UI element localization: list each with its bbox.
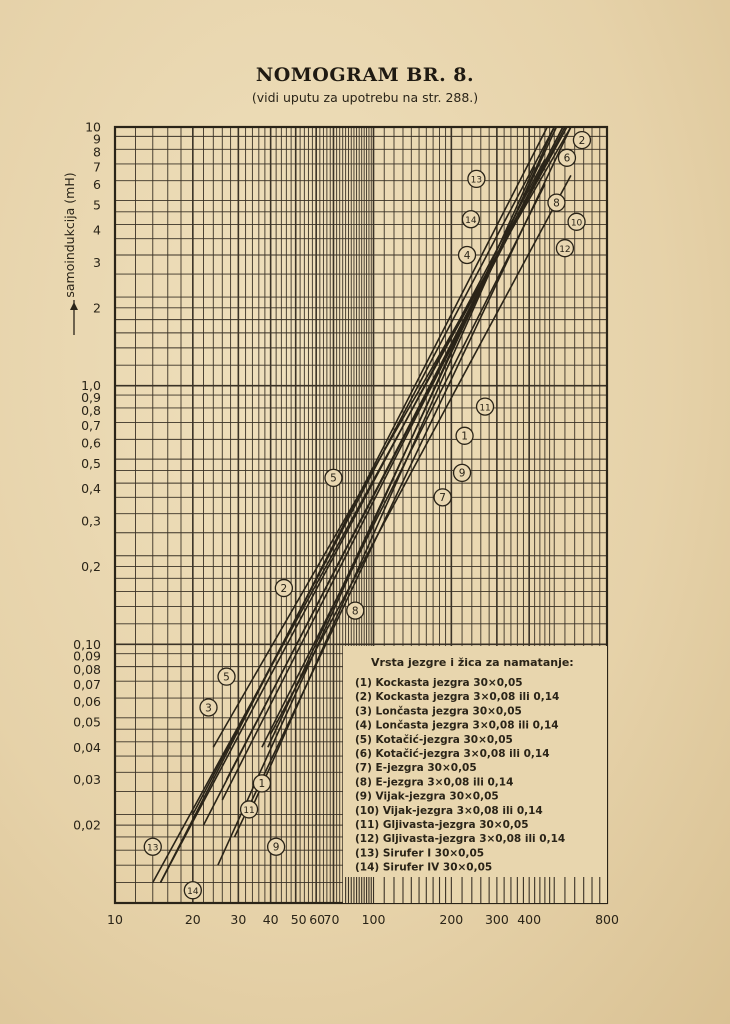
line-label-3: 3: [205, 702, 212, 715]
y-tick-label: 0,3: [81, 513, 101, 529]
legend-title: Vrsta jezgre i žica za namatanje:: [371, 656, 574, 669]
legend-entry-11: (11) Gljivasta-jezgra 30×0,05: [355, 819, 529, 831]
line-label-1: 1: [258, 778, 266, 791]
line-label-9: 9: [272, 841, 280, 854]
line-label-8: 8: [351, 605, 359, 618]
line-label-6: 6: [563, 152, 571, 165]
line-label-5: 5: [330, 472, 337, 485]
y-tick-label: 0,4: [81, 481, 101, 497]
legend-entry-8: (8) E-jezgra 3×0,08 ili 0,14: [355, 776, 514, 789]
y-tick-label: 0,9: [81, 390, 101, 406]
y-tick-label: 0,04: [73, 739, 101, 755]
x-tick-label: 800: [595, 912, 619, 927]
line-label-10: 10: [570, 218, 583, 229]
legend-entry-14: (14) Sirufer IV 30×0,05: [355, 861, 493, 874]
y-tick-label: 0,2: [81, 558, 101, 574]
y-tick-label: 7: [93, 159, 101, 175]
line-label-7: 7: [439, 492, 446, 505]
x-tick-label: 10: [107, 912, 123, 927]
x-tick-label: 40: [262, 912, 279, 927]
line-label-4: 4: [463, 249, 471, 262]
line-label-9: 9: [458, 467, 466, 480]
legend-entry-6: (6) Kotačić-jezgra 3×0,08 ili 0,14: [355, 748, 550, 760]
y-tick-label: 0,6: [81, 435, 101, 451]
legend-entry-9: (9) Vijak-jezgra 30×0,05: [355, 790, 499, 803]
chart-subtitle: (vidi uputu za upotrebu na str. 288.): [251, 90, 479, 105]
line-label-11: 11: [243, 806, 255, 817]
x-tick-label: 50: [290, 912, 307, 927]
x-tick-label: 20: [184, 912, 201, 927]
line-label-8: 8: [553, 197, 560, 210]
y-tick-label: 10: [85, 119, 101, 135]
y-tick-label: 9: [93, 131, 101, 147]
y-tick-label: 0,02: [73, 817, 101, 833]
x-tick-label: 400: [517, 912, 542, 927]
y-tick-label: 5: [93, 197, 101, 213]
legend-entry-7: (7) E-jezgra 30×0,05: [355, 762, 477, 775]
line-label-14: 14: [187, 887, 199, 898]
x-tick-label: 70: [323, 912, 340, 927]
legend-entry-1: (1) Kockasta jezgra 30×0,05: [355, 677, 523, 689]
y-tick-label: 0,05: [73, 714, 101, 730]
y-tick-label: 2: [93, 300, 101, 316]
legend-entry-4: (4) Lončasta jezgra 3×0,08 ili 0,14: [355, 719, 559, 732]
line-label-5: 5: [223, 671, 230, 684]
line-label-1: 1: [461, 430, 468, 443]
x-tick-label: 100: [361, 912, 386, 927]
line-label-2: 2: [578, 134, 586, 147]
y-tick-label: 0,08: [73, 661, 101, 677]
legend-entry-12: (12) Gljivasta-jezgra 3×0,08 ili 0,14: [355, 833, 566, 846]
y-tick-label: 8: [93, 144, 101, 160]
line-label-2: 2: [280, 582, 288, 595]
legend-entry-10: (10) Vijak-jezgra 3×0,08 ili 0,14: [355, 804, 543, 817]
legend: [343, 646, 607, 903]
x-tick-label: 300: [484, 912, 509, 927]
line-label-13: 13: [147, 843, 159, 854]
y-tick-label: 0,10: [73, 636, 101, 652]
line-label-11: 11: [479, 403, 491, 414]
y-tick-label: 0,03: [73, 772, 101, 788]
y-tick-label: 0,07: [73, 676, 101, 692]
y-axis-label: samoindukcija (mH): [62, 172, 77, 298]
x-tick-label: 200: [439, 912, 464, 927]
line-label-14: 14: [465, 216, 477, 227]
chart-title: NOMOGRAM BR. 8.: [255, 64, 475, 86]
y-tick-label: 1,0: [81, 378, 101, 394]
y-tick-label: 4: [93, 222, 101, 238]
legend-entry-13: (13) Sirufer I 30×0,05: [355, 847, 485, 860]
y-tick-label: 0,5: [81, 456, 101, 472]
legend-entry-3: (3) Lončasta jezgra 30×0,05: [355, 705, 522, 718]
y-tick-label: 0,09: [73, 648, 101, 664]
y-tick-label: 3: [93, 254, 101, 270]
y-axis-arrow-head: [70, 302, 78, 310]
y-tick-label: 6: [93, 176, 101, 192]
line-label-12: 12: [559, 244, 571, 255]
legend-entry-5: (5) Kotačić-jezgra 30×0,05: [355, 733, 513, 746]
y-tick-label: 0,8: [81, 403, 101, 419]
x-tick-label: 30: [230, 912, 247, 927]
legend-entry-2: (2) Kockasta jezgra 3×0,08 ili 0,14: [355, 691, 560, 704]
x-tick-label: 60: [309, 912, 326, 927]
y-tick-label: 0,7: [81, 418, 101, 434]
y-tick-label: 0,06: [73, 694, 101, 710]
line-label-13: 13: [470, 175, 483, 186]
